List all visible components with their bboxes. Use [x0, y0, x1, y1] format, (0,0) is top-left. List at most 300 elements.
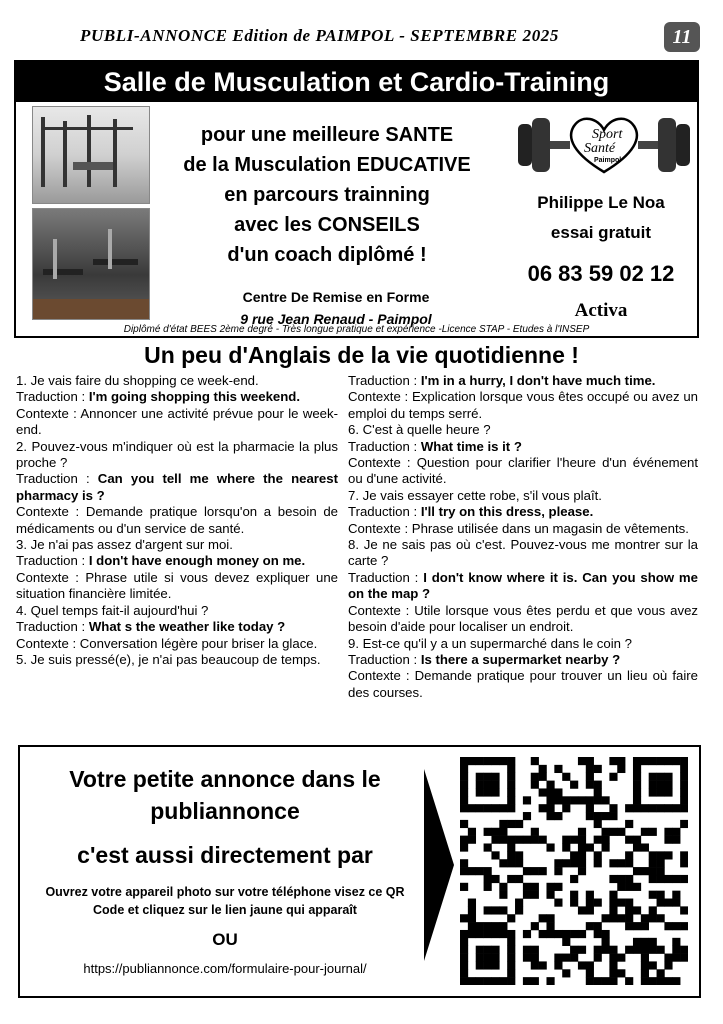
brand-name: Activa	[574, 300, 628, 321]
qr-module	[578, 851, 586, 859]
phrase-context: Contexte : Phrase utile si vous devez expliquer une situation financière limitée.	[16, 569, 338, 602]
qr-module	[499, 804, 507, 812]
qr-module	[633, 788, 641, 796]
gym-advertisement	[14, 60, 699, 338]
qr-module	[507, 836, 515, 844]
qr-module	[531, 836, 539, 844]
qr-module	[570, 946, 578, 954]
qr-module	[657, 781, 665, 789]
phrase-translation: Traduction : I'm in a hurry, I don't have much time.	[348, 373, 656, 388]
qr-module	[539, 867, 547, 875]
qr-module	[507, 788, 515, 796]
qr-module	[586, 812, 594, 820]
qr-module	[680, 875, 688, 883]
qr-code-icon[interactable]	[460, 757, 688, 985]
qr-module	[641, 969, 649, 977]
qr-module	[507, 757, 515, 765]
phrase-question: 6. C'est à quelle heure ?	[348, 422, 491, 438]
phrase-question: 3. Je n'ai pas assez d'argent sur moi.	[16, 537, 233, 553]
qr-module	[641, 843, 649, 851]
qr-module	[625, 977, 633, 985]
qr-module	[546, 812, 554, 820]
qr-module	[460, 867, 468, 875]
phrase-translation: Traduction : What time is it ?	[348, 438, 522, 454]
qr-module	[570, 836, 578, 844]
qr-module	[672, 954, 680, 962]
qr-module	[657, 969, 665, 977]
qr-module	[507, 796, 515, 804]
qr-module	[609, 969, 617, 977]
qr-module	[625, 906, 633, 914]
phrase-question: 7. Je vais essayer cette robe, s'il vous plaît.	[348, 487, 602, 503]
qr-module	[657, 773, 665, 781]
qr-module	[562, 938, 570, 946]
qr-module	[594, 788, 602, 796]
qr-module	[523, 867, 531, 875]
qr-module	[617, 969, 625, 977]
qr-module	[476, 930, 484, 938]
qr-module	[633, 883, 641, 891]
phrase-context: Contexte : Demande pratique lorsqu'on a besoin de médicaments ou d'un service de santé.	[16, 504, 339, 536]
qr-module	[578, 843, 586, 851]
qr-module	[594, 859, 602, 867]
qr-module	[664, 954, 672, 962]
qr-module	[617, 828, 625, 836]
qr-module	[680, 922, 688, 930]
qr-module	[672, 899, 680, 907]
qr-module	[476, 804, 484, 812]
qr-module	[625, 820, 633, 828]
qr-module	[570, 851, 578, 859]
qr-module	[594, 977, 602, 985]
qr-module	[609, 914, 617, 922]
qr-module	[657, 867, 665, 875]
qr-module	[468, 914, 476, 922]
phrase-context: Contexte : Explication lorsque vous êtes occupé ou avez un emploi du temps serré.	[348, 389, 698, 421]
qr-module	[491, 851, 499, 859]
qr-module	[594, 946, 602, 954]
qr-module	[546, 977, 554, 985]
qr-module	[672, 938, 680, 946]
qr-module	[484, 867, 492, 875]
qr-module	[641, 922, 649, 930]
qr-module	[460, 946, 468, 954]
qr-module	[523, 930, 531, 938]
qr-module	[491, 836, 499, 844]
qr-module	[672, 946, 680, 954]
qr-module	[641, 954, 649, 962]
qr-module	[491, 875, 499, 883]
qr-module	[578, 906, 586, 914]
logo-word-sport: Sport	[592, 127, 623, 142]
qr-module	[507, 875, 515, 883]
qr-module	[578, 930, 586, 938]
qr-module	[539, 930, 547, 938]
qr-module	[499, 930, 507, 938]
qr-instructions: Ouvrez votre appareil photo sur votre téléphone visez ce QR Code et cliquez sur le lien jaune qui apparaît	[45, 885, 405, 917]
qr-module	[609, 899, 617, 907]
qr-module	[625, 875, 633, 883]
qr-module	[641, 938, 649, 946]
qr-module	[649, 875, 657, 883]
qr-module	[484, 773, 492, 781]
qr-module	[672, 875, 680, 883]
qr-module	[554, 899, 562, 907]
qr-module	[491, 828, 499, 836]
qr-module	[672, 828, 680, 836]
qr-module	[562, 804, 570, 812]
qr-module	[546, 788, 554, 796]
qr-module	[554, 961, 562, 969]
qr-module	[507, 820, 515, 828]
qr-module	[539, 804, 547, 812]
qr-module	[641, 977, 649, 985]
qr-module	[664, 804, 672, 812]
centre-address: 9 rue Jean Renaud - Paimpol	[240, 311, 432, 327]
qr-module	[539, 765, 547, 773]
qr-module	[594, 812, 602, 820]
page-header	[0, 22, 723, 52]
qr-module	[609, 773, 617, 781]
qr-module	[657, 788, 665, 796]
qr-module	[609, 906, 617, 914]
qr-module	[491, 922, 499, 930]
qr-module	[484, 922, 492, 930]
phrase-question: 8. Je ne sais pas où c'est. Pouvez-vous me montrer sur la carte ?	[348, 537, 698, 569]
qr-module	[546, 883, 554, 891]
qr-module	[531, 946, 539, 954]
phrase-context: Contexte : Phrase utilisée dans un magasin de vêtements.	[348, 520, 689, 536]
qr-module	[491, 930, 499, 938]
qr-module	[633, 922, 641, 930]
qr-module	[484, 946, 492, 954]
qr-module	[657, 977, 665, 985]
qr-module	[641, 914, 649, 922]
qr-module	[578, 828, 586, 836]
qr-module	[672, 804, 680, 812]
qr-module	[664, 757, 672, 765]
qr-module	[523, 977, 531, 985]
qr-module	[609, 859, 617, 867]
qr-module	[641, 828, 649, 836]
qr-module	[617, 954, 625, 962]
qr-module	[515, 875, 523, 883]
qr-module	[460, 914, 468, 922]
qr-module	[578, 961, 586, 969]
phrase-translation: Traduction : What s the weather like today ?	[16, 619, 286, 635]
qr-module	[633, 836, 641, 844]
qr-module	[476, 946, 484, 954]
qr-module	[554, 796, 562, 804]
qr-module	[468, 922, 476, 930]
qr-module	[570, 781, 578, 789]
phrase-translation: Traduction : I'm going shopping this weekend.	[16, 389, 301, 405]
qr-module	[594, 922, 602, 930]
qr-module	[491, 906, 499, 914]
qr-module	[484, 930, 492, 938]
qr-module	[649, 804, 657, 812]
qr-module	[602, 930, 610, 938]
qr-module	[507, 969, 515, 977]
qr-module	[468, 867, 476, 875]
qr-module	[594, 796, 602, 804]
qr-module	[499, 891, 507, 899]
qr-module	[531, 977, 539, 985]
qr-module	[476, 922, 484, 930]
qr-module	[460, 788, 468, 796]
qr-module	[586, 843, 594, 851]
qr-module	[680, 954, 688, 962]
qr-module	[602, 843, 610, 851]
qr-module	[609, 804, 617, 812]
qr-module	[680, 796, 688, 804]
qr-module	[546, 891, 554, 899]
qr-module	[460, 977, 468, 985]
qr-module	[546, 930, 554, 938]
qr-module	[460, 773, 468, 781]
qr-module	[507, 961, 515, 969]
qr-module	[476, 977, 484, 985]
qr-module	[578, 867, 586, 875]
qr-module	[523, 954, 531, 962]
qr-module	[484, 961, 492, 969]
qr-module	[633, 867, 641, 875]
qr-module	[657, 851, 665, 859]
qr-module	[649, 773, 657, 781]
qr-module	[539, 914, 547, 922]
qr-module	[484, 781, 492, 789]
qr-module	[531, 757, 539, 765]
phrase-question: 2. Pouvez-vous m'indiquer où est la pharmacie la plus proche ?	[16, 438, 338, 471]
classified-ad-box	[18, 745, 701, 998]
qr-module	[468, 804, 476, 812]
qr-module	[617, 757, 625, 765]
edition-title: PUBLI-ANNONCE Edition de PAIMPOL - SEPTEMBRE 2025	[80, 26, 559, 45]
phrase-context: Contexte : Utile lorsque vous êtes perdu et que vous avez besoin d'aide pour localiser un endroit.	[348, 602, 698, 635]
qr-module	[578, 859, 586, 867]
qr-module	[531, 828, 539, 836]
phrase-question: 1. Je vais faire du shopping ce week-end.	[16, 373, 259, 388]
qr-module	[554, 859, 562, 867]
qr-module	[649, 938, 657, 946]
qr-module	[460, 954, 468, 962]
qr-module	[546, 796, 554, 804]
qr-module	[672, 977, 680, 985]
qr-module	[562, 930, 570, 938]
qr-module	[554, 930, 562, 938]
qr-module	[680, 820, 688, 828]
qr-module	[476, 788, 484, 796]
qr-module	[515, 906, 523, 914]
qr-module	[625, 946, 633, 954]
qr-module	[491, 977, 499, 985]
qr-module	[602, 938, 610, 946]
qr-module	[562, 859, 570, 867]
qr-module	[523, 883, 531, 891]
qr-module	[664, 851, 672, 859]
qr-module	[562, 773, 570, 781]
qr-module	[546, 804, 554, 812]
qr-module	[602, 828, 610, 836]
qr-module	[484, 828, 492, 836]
qr-module	[507, 781, 515, 789]
qr-module	[460, 859, 468, 867]
qr-module	[499, 977, 507, 985]
qr-module	[625, 851, 633, 859]
qr-module	[554, 867, 562, 875]
gym-photo-machines	[32, 106, 150, 204]
qr-module	[531, 867, 539, 875]
qr-module	[664, 977, 672, 985]
qr-module	[499, 906, 507, 914]
qr-module	[499, 859, 507, 867]
qr-module	[602, 812, 610, 820]
classified-subheading: c'est aussi directement par	[77, 842, 373, 868]
or-text: OU	[212, 930, 238, 949]
qr-module	[460, 796, 468, 804]
qr-module	[609, 757, 617, 765]
qr-module	[515, 836, 523, 844]
qr-module	[491, 781, 499, 789]
dumbbell-heart-logo-icon	[514, 110, 694, 180]
qr-module	[460, 765, 468, 773]
qr-module	[507, 843, 515, 851]
phrase-question: 5. Je suis pressé(e), je n'ai pas beaucoup de temps.	[16, 651, 321, 667]
qr-module	[664, 788, 672, 796]
qr-module	[672, 757, 680, 765]
qr-module	[484, 843, 492, 851]
qr-module	[546, 843, 554, 851]
page-number-badge: 11	[664, 22, 700, 52]
qr-module	[499, 883, 507, 891]
qr-module	[531, 883, 539, 891]
qr-module	[594, 851, 602, 859]
qr-module	[491, 946, 499, 954]
qr-module	[484, 977, 492, 985]
qr-module	[664, 781, 672, 789]
qr-module	[633, 906, 641, 914]
qr-module	[672, 891, 680, 899]
qr-module	[609, 828, 617, 836]
qr-module	[554, 954, 562, 962]
qr-module	[515, 859, 523, 867]
qr-module	[523, 836, 531, 844]
qr-module	[476, 961, 484, 969]
qr-module	[476, 781, 484, 789]
qr-module	[484, 788, 492, 796]
qr-module	[523, 812, 531, 820]
qr-module	[609, 961, 617, 969]
qr-module	[570, 891, 578, 899]
qr-module	[680, 757, 688, 765]
qr-module	[633, 773, 641, 781]
qr-module	[491, 788, 499, 796]
qr-module	[641, 946, 649, 954]
qr-module	[586, 804, 594, 812]
qr-module	[507, 977, 515, 985]
qr-module	[468, 930, 476, 938]
qr-module	[484, 757, 492, 765]
qr-module	[649, 891, 657, 899]
qr-module	[476, 757, 484, 765]
qr-module	[586, 891, 594, 899]
qr-module	[523, 891, 531, 899]
qr-module	[570, 930, 578, 938]
qr-module	[586, 961, 594, 969]
qr-module	[680, 946, 688, 954]
phrase-context: Contexte : Conversation légère pour briser la glace.	[16, 635, 318, 651]
qr-module	[476, 773, 484, 781]
qr-module	[460, 836, 468, 844]
qr-module	[586, 977, 594, 985]
phrase-context: Contexte : Question pour clarifier l'heure d'un événement ou d'une activité.	[348, 455, 698, 487]
qr-module	[507, 851, 515, 859]
qr-module	[531, 781, 539, 789]
qr-module	[617, 899, 625, 907]
qr-module	[680, 781, 688, 789]
qr-module	[468, 899, 476, 907]
qr-module	[680, 788, 688, 796]
qr-module	[664, 773, 672, 781]
qr-module	[531, 922, 539, 930]
qr-module	[468, 757, 476, 765]
centre-name: Centre De Remise en Forme	[242, 289, 430, 305]
qr-module	[562, 969, 570, 977]
qr-module	[468, 828, 476, 836]
slogan-line: avec les CONSEILS	[234, 214, 420, 236]
qr-module	[523, 796, 531, 804]
qr-module	[484, 875, 492, 883]
qr-module	[625, 883, 633, 891]
qr-module	[499, 828, 507, 836]
form-url[interactable]: https://publiannonce.com/formulaire-pour-journal/	[83, 961, 367, 976]
qr-module	[460, 820, 468, 828]
qr-module	[570, 859, 578, 867]
qr-module	[680, 765, 688, 773]
qr-module	[649, 828, 657, 836]
phone-number: 06 83 59 02 12	[527, 261, 675, 286]
qr-module	[507, 859, 515, 867]
qr-module	[484, 804, 492, 812]
qr-module	[554, 812, 562, 820]
qr-module	[484, 883, 492, 891]
qr-module	[491, 773, 499, 781]
coach-name: Philippe Le Noa	[537, 193, 665, 212]
arrow-right-icon	[424, 769, 454, 961]
qr-module	[594, 954, 602, 962]
qr-module	[531, 961, 539, 969]
phrase-context: Contexte : Annoncer une activité prévue pour le week-end.	[16, 405, 338, 438]
qr-module	[546, 922, 554, 930]
qr-module	[491, 954, 499, 962]
qr-module	[531, 773, 539, 781]
qr-module	[586, 796, 594, 804]
logo-word-sante: Santé	[584, 141, 616, 156]
qr-module	[546, 781, 554, 789]
diploma-line: Diplômé d'état BEES 2ème degré - Très longue pratique et expérience -Licence STAP - Etudes à l'INSEP	[123, 324, 590, 335]
qr-module	[507, 773, 515, 781]
qr-module	[664, 961, 672, 969]
slogan-line: d'un coach diplômé !	[227, 244, 427, 266]
qr-module	[625, 914, 633, 922]
qr-module	[523, 946, 531, 954]
qr-module	[586, 773, 594, 781]
qr-module	[491, 961, 499, 969]
qr-module	[578, 946, 586, 954]
qr-module	[657, 875, 665, 883]
qr-module	[680, 906, 688, 914]
qr-module	[460, 781, 468, 789]
